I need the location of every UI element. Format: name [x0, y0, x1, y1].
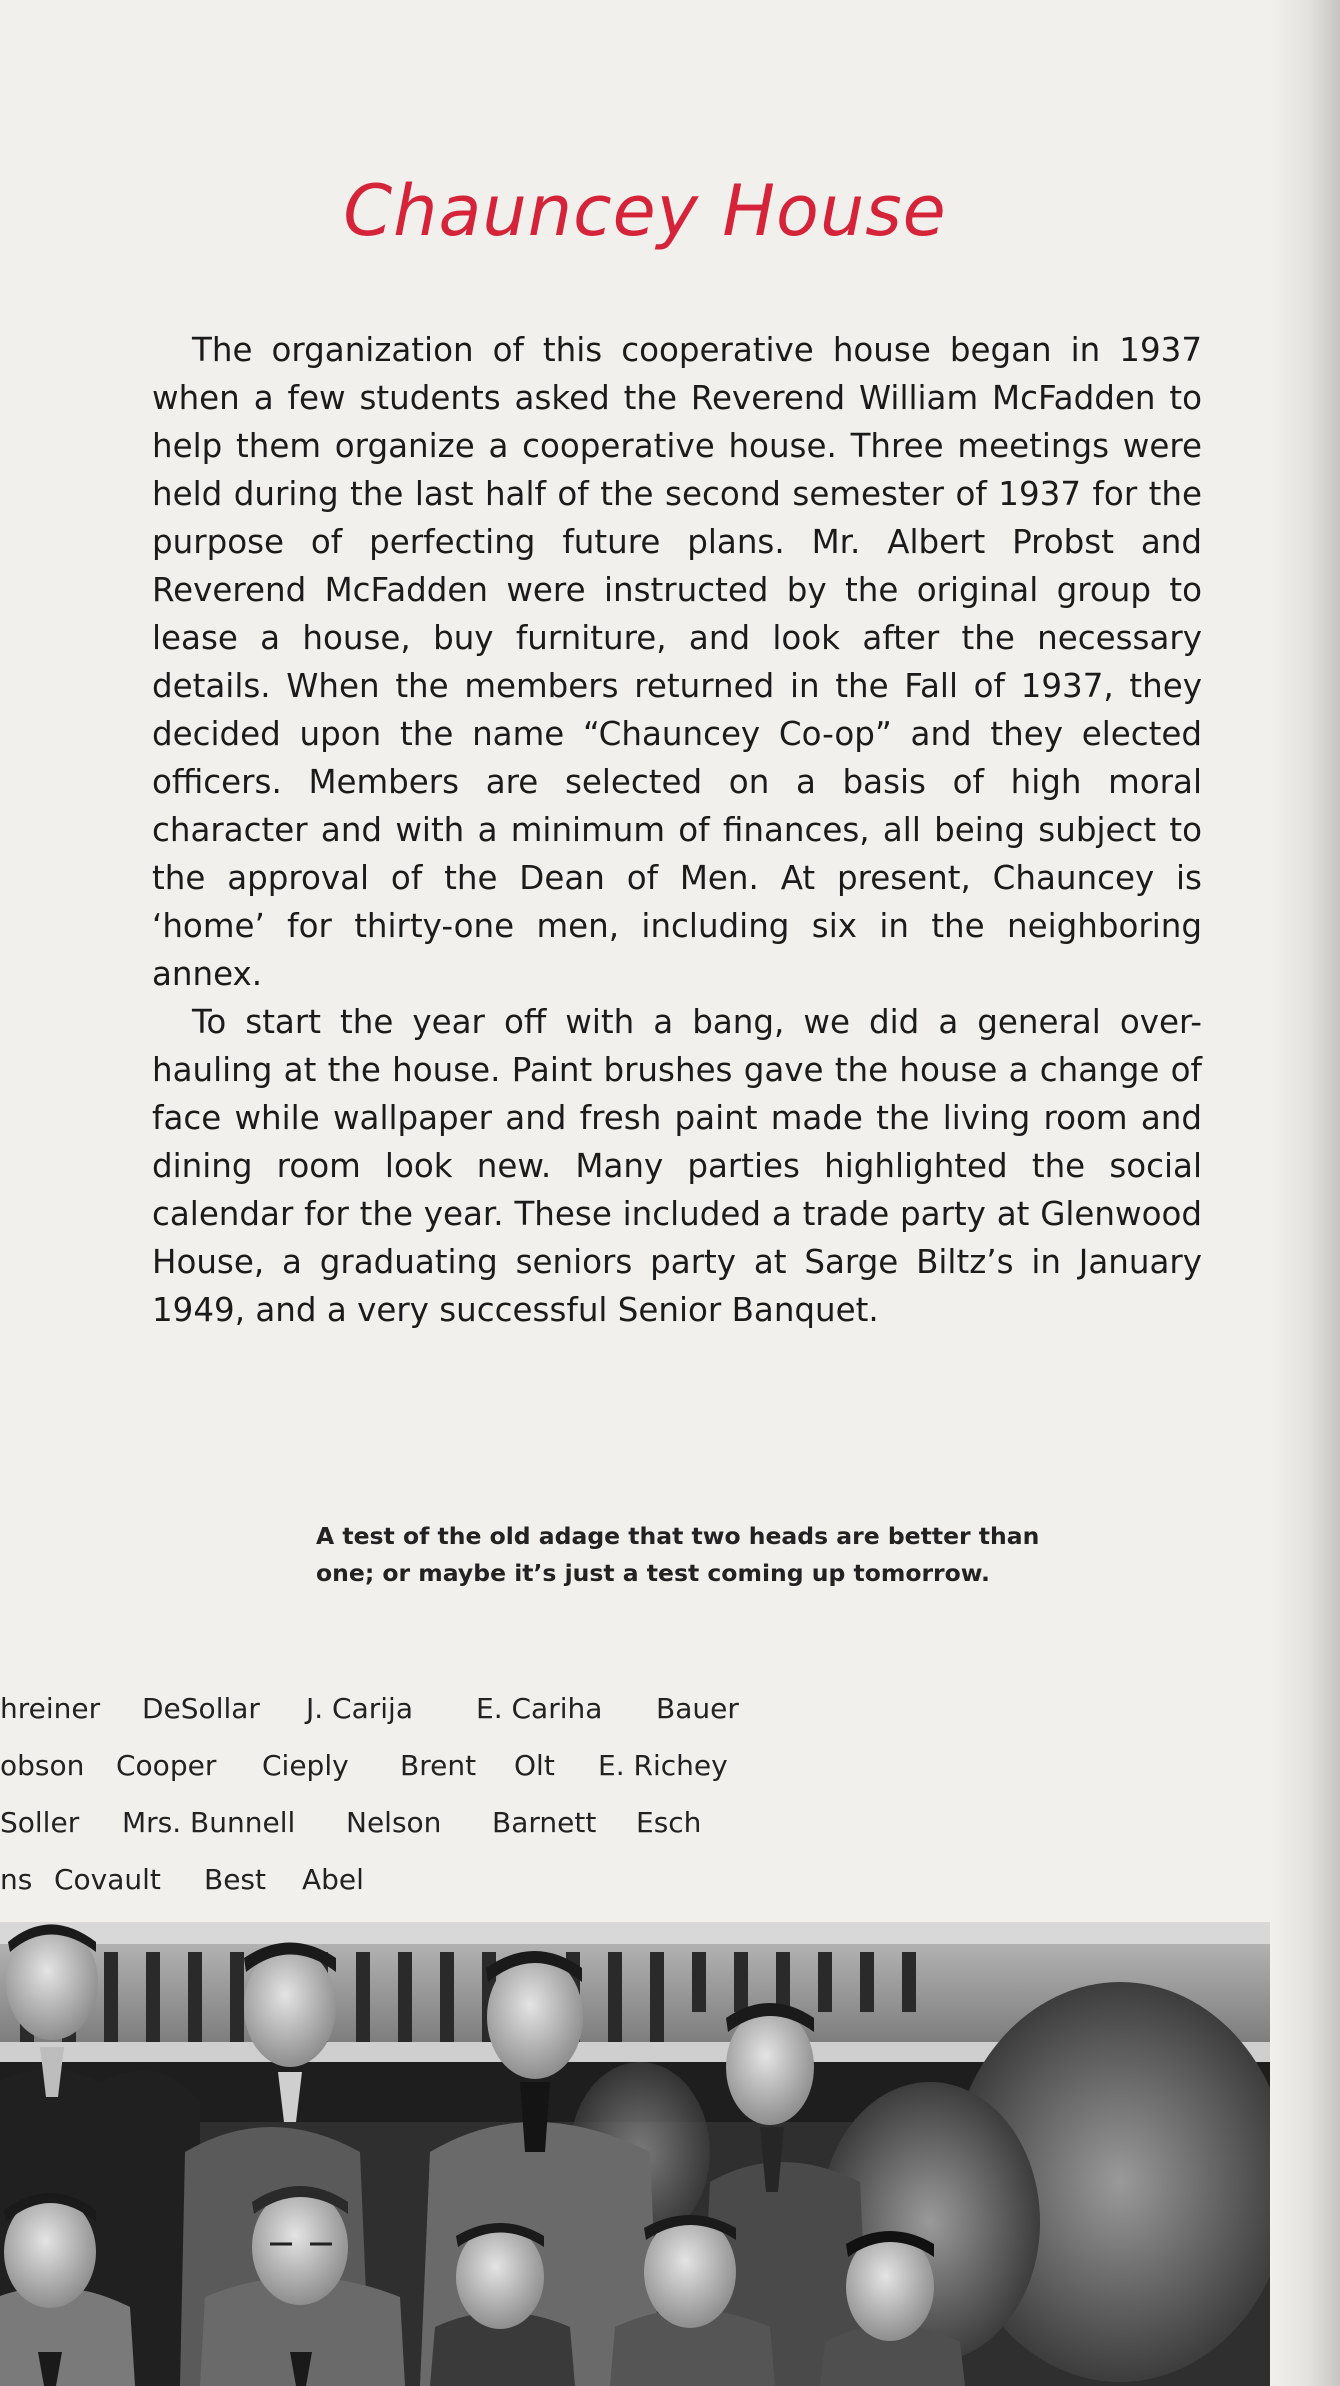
name-entry: Best: [204, 1863, 267, 1896]
photo-caption: [316, 1518, 1176, 1592]
group-photo-icon: [0, 1922, 1270, 2386]
binding-shadow: [1270, 0, 1340, 2386]
name-entry: Olt: [514, 1749, 555, 1782]
name-row-2: [0, 1737, 900, 1794]
name-entry: J. Carija: [306, 1692, 413, 1725]
name-entry: Cieply: [262, 1749, 349, 1782]
name-entry: Bauer: [656, 1692, 739, 1725]
name-row-4: [0, 1851, 900, 1908]
name-entry: Esch: [636, 1806, 702, 1839]
name-entry: DeSollar: [142, 1692, 260, 1725]
name-list: [0, 1680, 900, 1908]
name-entry: Abel: [302, 1863, 364, 1896]
paragraph-2: To start the year off with a bang, we did a general over-hauling at the house. Paint brushes gave the house a change of face while wallpaper and fresh paint made the living room and dining room look new. Many parties highlighted the social calendar for the year. These included a trade party at Glenwood House, a graduating seniors party at Sarge Biltz’s in January 1949, and a very successful Senior Banquet.: [152, 1003, 1202, 1329]
name-entry: Covault: [54, 1863, 161, 1896]
name-entry: Barnett: [492, 1806, 597, 1839]
page-title: Chauncey House: [343, 170, 947, 252]
name-entry: hreiner: [0, 1692, 101, 1725]
caption-line-2: one; or maybe it’s just a test coming up tomorrow.: [316, 1559, 990, 1587]
name-entry: Nelson: [346, 1806, 442, 1839]
name-row-1: [0, 1680, 900, 1737]
name-entry: E. Richey: [598, 1749, 728, 1782]
name-entry: Brent: [400, 1749, 477, 1782]
caption-line-1: A test of the old adage that two heads are better than: [316, 1522, 1040, 1550]
name-entry: Soller: [0, 1806, 80, 1839]
name-entry: Cooper: [116, 1749, 217, 1782]
name-entry: E. Cariha: [476, 1692, 603, 1725]
name-entry: ns: [0, 1863, 33, 1896]
name-row-3: [0, 1794, 900, 1851]
group-photo: [0, 1922, 1270, 2386]
name-entry: obson: [0, 1749, 85, 1782]
name-entry: Mrs. Bunnell: [122, 1806, 296, 1839]
body-text: [152, 326, 1202, 1334]
paragraph-1: The organization of this cooperative house began in 1937 when a few students asked the Reverend William McFadden to help them organize a cooperative house. Three meetings were held during the last half of the second semester of 1937 for the purpose of perfecting future plans. Mr. Albert Probst and Reverend McFadden were instructed by the original group to lease a house, buy furniture, and look after the necessary details. When the members returned in the Fall of 1937, they decided upon the name “Chauncey Co-op” and they elected officers. Members are selected on a basis of high moral character and with a minimum of finances, all being subject to the approval of the Dean of Men. At present, Chauncey is ‘home’ for thirty-one men, including six in the neighboring annex.: [152, 331, 1202, 993]
